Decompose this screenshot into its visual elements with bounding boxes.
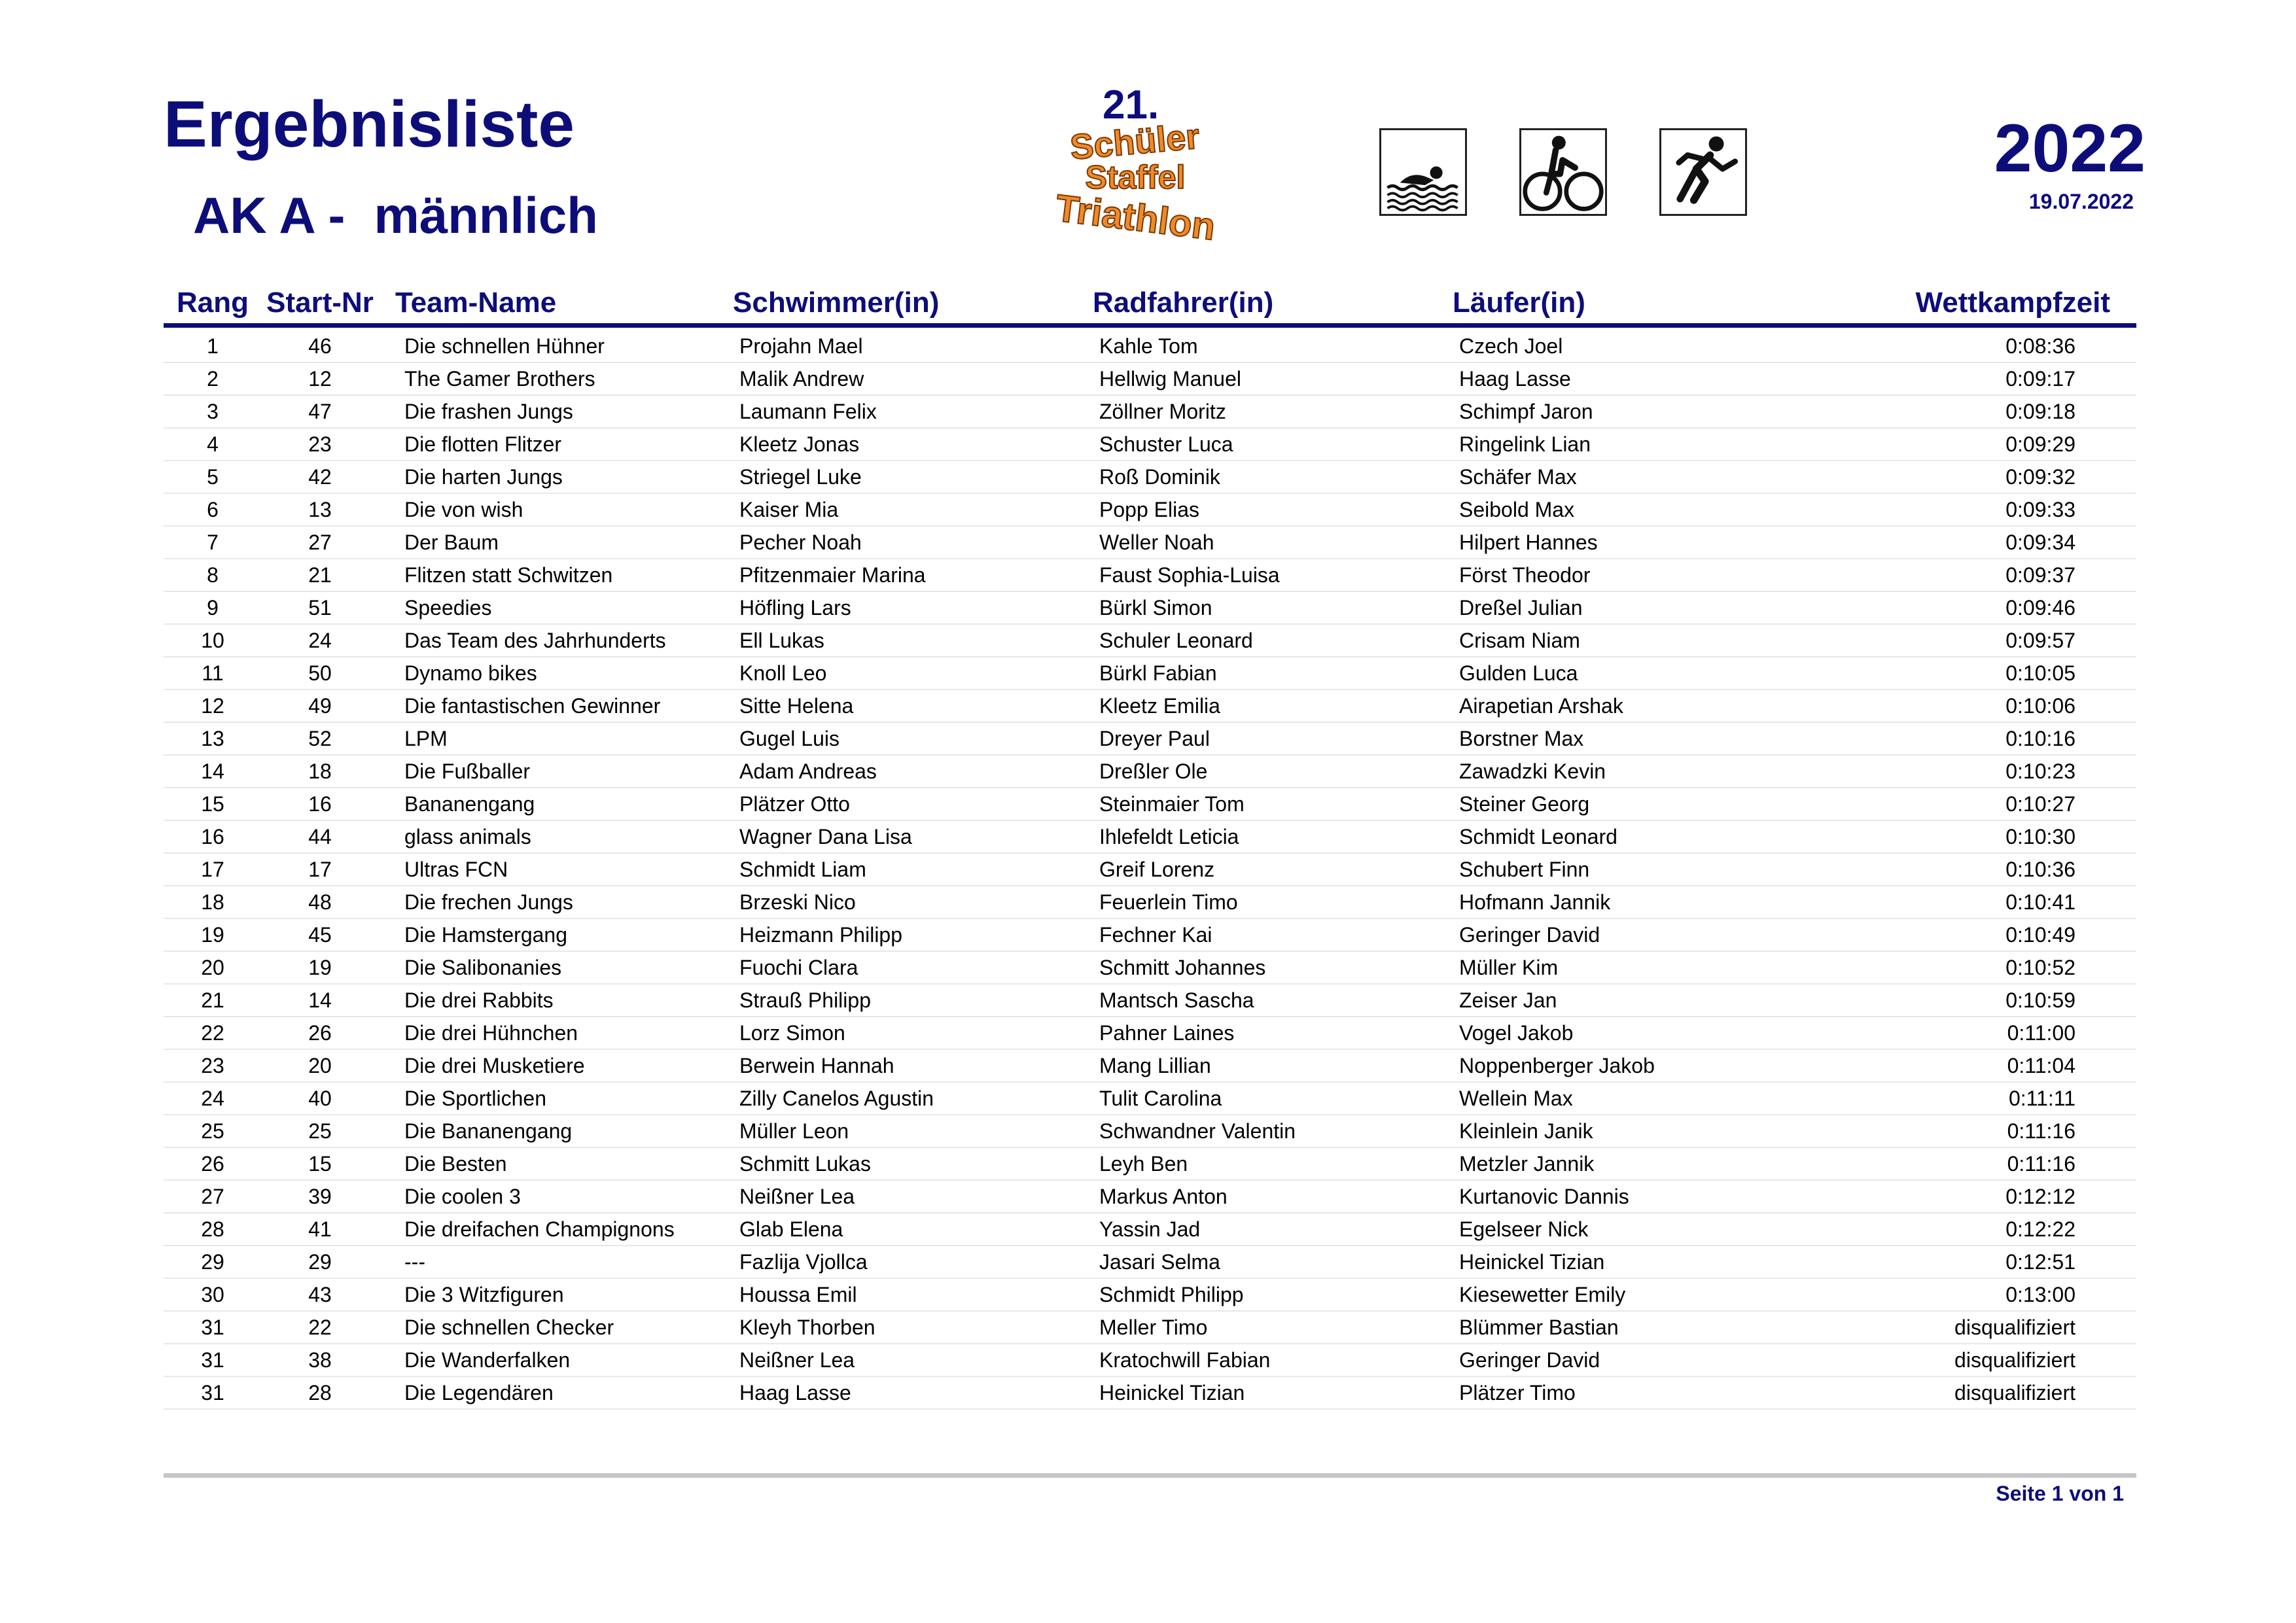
cell-team-name: Bananengang [378,788,733,820]
column-header-cyclist: Radfahrer(in) [1093,281,1453,326]
cell-cyclist: Bürkl Fabian [1093,657,1453,689]
cell-race-time: 0:09:57 [1812,624,2136,657]
table-row [164,1344,2136,1376]
cell-runner: Schäfer Max [1453,461,1812,493]
cell-rank: 17 [164,853,262,886]
cell-runner: Kleinlein Janik [1453,1115,1812,1147]
cell-cyclist: Schwandner Valentin [1093,1115,1453,1147]
cell-rank: 19 [164,918,262,951]
cell-start-number: 19 [262,951,378,984]
cell-runner: Dreßel Julian [1453,591,1812,624]
cell-start-number: 18 [262,755,378,788]
cell-cyclist: Schuler Leonard [1093,624,1453,657]
cell-rank: 18 [164,886,262,918]
cell-swimmer: Plätzer Otto [733,788,1093,820]
cell-runner: Seibold Max [1453,493,1812,526]
table-row [164,362,2136,395]
cell-team-name: Das Team des Jahrhunderts [378,624,733,657]
cell-start-number: 23 [262,428,378,461]
running-icon [1659,128,1747,216]
cell-team-name: Flitzen statt Schwitzen [378,559,733,591]
cell-rank: 6 [164,493,262,526]
cell-start-number: 13 [262,493,378,526]
cell-rank: 11 [164,657,262,689]
footer-divider [164,1473,2136,1478]
table-row [164,1246,2136,1278]
cell-race-time: 0:10:30 [1812,820,2136,853]
cell-swimmer: Pecher Noah [733,526,1093,559]
cell-cyclist: Ihlefeldt Leticia [1093,820,1453,853]
cell-team-name: LPM [378,722,733,755]
cell-cyclist: Leyh Ben [1093,1147,1453,1180]
cell-team-name: Die Besten [378,1147,733,1180]
cell-team-name: Die drei Rabbits [378,984,733,1017]
cell-cyclist: Tulit Carolina [1093,1082,1453,1115]
cell-swimmer: Kleetz Jonas [733,428,1093,461]
cell-cyclist: Mantsch Sascha [1093,984,1453,1017]
cell-race-time: 0:11:11 [1812,1082,2136,1115]
cell-rank: 7 [164,526,262,559]
cell-start-number: 49 [262,689,378,722]
table-row [164,918,2136,951]
cell-rank: 23 [164,1049,262,1082]
table-row [164,428,2136,461]
cell-runner: Hilpert Hannes [1453,526,1812,559]
cell-race-time: 0:09:33 [1812,493,2136,526]
cell-team-name: The Gamer Brothers [378,362,733,395]
cell-rank: 15 [164,788,262,820]
cell-swimmer: Houssa Emil [733,1278,1093,1311]
cell-team-name: glass animals [378,820,733,853]
table-row [164,1147,2136,1180]
cell-rank: 20 [164,951,262,984]
cell-runner: Geringer David [1453,918,1812,951]
cell-race-time: 0:10:27 [1812,788,2136,820]
cell-cyclist: Greif Lorenz [1093,853,1453,886]
results-body [164,326,2136,1410]
gender-label: männlich [374,186,598,244]
table-row [164,1180,2136,1213]
cell-runner: Kiesewetter Emily [1453,1278,1812,1311]
cell-race-time: 0:11:16 [1812,1115,2136,1147]
cell-rank: 1 [164,326,262,363]
cell-cyclist: Popp Elias [1093,493,1453,526]
age-category-label: AK A - [193,186,345,244]
cell-cyclist: Dreßler Ole [1093,755,1453,788]
cell-cyclist: Schmitt Johannes [1093,951,1453,984]
cell-race-time: 0:09:34 [1812,526,2136,559]
results-table [164,281,2136,1410]
cell-start-number: 25 [262,1115,378,1147]
cell-team-name: Die Bananengang [378,1115,733,1147]
cell-team-name: Die schnellen Checker [378,1311,733,1344]
event-logo [1011,82,1260,249]
cell-rank: 22 [164,1017,262,1049]
table-row [164,820,2136,853]
cell-swimmer: Pfitzenmaier Marina [733,559,1093,591]
table-row [164,722,2136,755]
cell-cyclist: Roß Dominik [1093,461,1453,493]
cell-rank: 30 [164,1278,262,1311]
cell-cyclist: Zöllner Moritz [1093,395,1453,428]
cell-start-number: 41 [262,1213,378,1246]
table-row [164,395,2136,428]
cell-cyclist: Hellwig Manuel [1093,362,1453,395]
cell-race-time: 0:12:51 [1812,1246,2136,1278]
cell-team-name: Die schnellen Hühner [378,326,733,363]
cell-team-name: Speedies [378,591,733,624]
cell-swimmer: Gugel Luis [733,722,1093,755]
cell-rank: 8 [164,559,262,591]
cell-race-time: 0:11:16 [1812,1147,2136,1180]
table-row [164,591,2136,624]
cell-race-time: 0:09:37 [1812,559,2136,591]
table-row [164,1115,2136,1147]
table-row [164,559,2136,591]
table-row [164,755,2136,788]
cell-race-time: 0:11:04 [1812,1049,2136,1082]
cell-runner: Schmidt Leonard [1453,820,1812,853]
cell-start-number: 14 [262,984,378,1017]
cell-cyclist: Feuerlein Timo [1093,886,1453,918]
cell-start-number: 44 [262,820,378,853]
age-category [193,186,598,244]
cell-runner: Hofmann Jannik [1453,886,1812,918]
cell-swimmer: Ell Lukas [733,624,1093,657]
cell-swimmer: Brzeski Nico [733,886,1093,918]
table-row [164,1049,2136,1082]
cell-rank: 13 [164,722,262,755]
cell-cyclist: Yassin Jad [1093,1213,1453,1246]
table-row [164,624,2136,657]
column-header-start-number: Start-Nr [262,281,378,326]
logo-text-line-1: Schüler [1069,116,1201,167]
cell-cyclist: Markus Anton [1093,1180,1453,1213]
cell-runner: Czech Joel [1453,326,1812,363]
cell-team-name: Die fantastischen Gewinner [378,689,733,722]
cell-team-name: Die Legendären [378,1376,733,1409]
cell-race-time: 0:10:49 [1812,918,2136,951]
cell-cyclist: Meller Timo [1093,1311,1453,1344]
cell-runner: Crisam Niam [1453,624,1812,657]
cell-rank: 31 [164,1376,262,1409]
cell-swimmer: Haag Lasse [733,1376,1093,1409]
table-row [164,853,2136,886]
cell-cyclist: Steinmaier Tom [1093,788,1453,820]
logo-text-line-2: Staffel [1085,159,1186,196]
cell-runner: Schimpf Jaron [1453,395,1812,428]
table-row [164,461,2136,493]
table-row [164,984,2136,1017]
cell-race-time: 0:10:23 [1812,755,2136,788]
cell-runner: Zawadzki Kevin [1453,755,1812,788]
cell-start-number: 22 [262,1311,378,1344]
cell-start-number: 43 [262,1278,378,1311]
table-row [164,493,2136,526]
cell-runner: Ringelink Lian [1453,428,1812,461]
table-row [164,526,2136,559]
cell-race-time: 0:11:00 [1812,1017,2136,1049]
cell-cyclist: Faust Sophia-Luisa [1093,559,1453,591]
cell-race-time: disqualifiziert [1812,1376,2136,1409]
cell-race-time: 0:09:32 [1812,461,2136,493]
cell-race-time: 0:09:17 [1812,362,2136,395]
cell-runner: Geringer David [1453,1344,1812,1376]
cell-team-name: Die harten Jungs [378,461,733,493]
column-header-swimmer: Schwimmer(in) [733,281,1093,326]
cell-swimmer: Fuochi Clara [733,951,1093,984]
cell-start-number: 42 [262,461,378,493]
cell-start-number: 24 [262,624,378,657]
cell-swimmer: Projahn Mael [733,326,1093,363]
cell-start-number: 17 [262,853,378,886]
cell-runner: Metzler Jannik [1453,1147,1812,1180]
cell-cyclist: Jasari Selma [1093,1246,1453,1278]
cell-runner: Plätzer Timo [1453,1376,1812,1409]
cell-runner: Wellein Max [1453,1082,1812,1115]
cell-race-time: 0:09:46 [1812,591,2136,624]
cell-swimmer: Laumann Felix [733,395,1093,428]
cell-start-number: 47 [262,395,378,428]
cell-swimmer: Fazlija Vjollca [733,1246,1093,1278]
cell-rank: 29 [164,1246,262,1278]
column-header-team-name: Team-Name [378,281,733,326]
cell-rank: 27 [164,1180,262,1213]
page-number: Seite 1 von 1 [1996,1482,2124,1505]
cell-team-name: Die Salibonanies [378,951,733,984]
cell-rank: 25 [164,1115,262,1147]
cell-runner: Blümmer Bastian [1453,1311,1812,1344]
table-row [164,788,2136,820]
cell-start-number: 51 [262,591,378,624]
cell-rank: 31 [164,1344,262,1376]
cell-runner: Egelseer Nick [1453,1213,1812,1246]
cell-runner: Vogel Jakob [1453,1017,1812,1049]
cell-rank: 4 [164,428,262,461]
table-row [164,326,2136,363]
cell-cyclist: Heinickel Tizian [1093,1376,1453,1409]
cell-team-name: Die coolen 3 [378,1180,733,1213]
logo-text-line-3: Triathlon [1053,186,1218,249]
cell-cyclist: Kratochwill Fabian [1093,1344,1453,1376]
cell-race-time: 0:12:12 [1812,1180,2136,1213]
cell-cyclist: Pahner Laines [1093,1017,1453,1049]
cell-cyclist: Mang Lillian [1093,1049,1453,1082]
event-year: 2022 [1994,111,2146,186]
table-row [164,1311,2136,1344]
cell-cyclist: Dreyer Paul [1093,722,1453,755]
cell-start-number: 26 [262,1017,378,1049]
table-header-row [164,281,2136,326]
cell-start-number: 15 [262,1147,378,1180]
cell-rank: 12 [164,689,262,722]
cell-swimmer: Neißner Lea [733,1344,1093,1376]
cell-race-time: 0:08:36 [1812,326,2136,363]
cell-runner: Heinickel Tizian [1453,1246,1812,1278]
cell-cyclist: Kahle Tom [1093,326,1453,363]
cell-swimmer: Schmitt Lukas [733,1147,1093,1180]
cell-race-time: disqualifiziert [1812,1311,2136,1344]
cell-start-number: 21 [262,559,378,591]
cell-runner: Kurtanovic Dannis [1453,1180,1812,1213]
cell-swimmer: Knoll Leo [733,657,1093,689]
cell-swimmer: Wagner Dana Lisa [733,820,1093,853]
cell-runner: Airapetian Arshak [1453,689,1812,722]
cell-swimmer: Glab Elena [733,1213,1093,1246]
cell-swimmer: Heizmann Philipp [733,918,1093,951]
cell-swimmer: Sitte Helena [733,689,1093,722]
cell-race-time: 0:10:41 [1812,886,2136,918]
cell-start-number: 27 [262,526,378,559]
cell-team-name: Die Sportlichen [378,1082,733,1115]
cell-race-time: 0:10:05 [1812,657,2136,689]
cell-team-name: Die frashen Jungs [378,395,733,428]
cell-team-name: Die Hamstergang [378,918,733,951]
cell-race-time: 0:10:36 [1812,853,2136,886]
cell-runner: Noppenberger Jakob [1453,1049,1812,1082]
cell-swimmer: Striegel Luke [733,461,1093,493]
cell-team-name: Die frechen Jungs [378,886,733,918]
cell-runner: Gulden Luca [1453,657,1812,689]
cell-start-number: 48 [262,886,378,918]
cell-team-name: Die Wanderfalken [378,1344,733,1376]
cell-start-number: 52 [262,722,378,755]
cell-race-time: 0:13:00 [1812,1278,2136,1311]
page-title: Ergebnisliste [164,88,574,161]
cell-swimmer: Müller Leon [733,1115,1093,1147]
cell-cyclist: Schmidt Philipp [1093,1278,1453,1311]
cell-swimmer: Berwein Hannah [733,1049,1093,1082]
cell-swimmer: Adam Andreas [733,755,1093,788]
cell-start-number: 45 [262,918,378,951]
cell-runner: Müller Kim [1453,951,1812,984]
cell-swimmer: Lorz Simon [733,1017,1093,1049]
cell-runner: Zeiser Jan [1453,984,1812,1017]
cell-race-time: disqualifiziert [1812,1344,2136,1376]
cell-cyclist: Kleetz Emilia [1093,689,1453,722]
column-header-race-time: Wettkampfzeit [1812,281,2136,326]
cell-swimmer: Schmidt Liam [733,853,1093,886]
cell-swimmer: Strauß Philipp [733,984,1093,1017]
cell-rank: 21 [164,984,262,1017]
table-row [164,1376,2136,1409]
cell-swimmer: Neißner Lea [733,1180,1093,1213]
cell-race-time: 0:12:22 [1812,1213,2136,1246]
cell-swimmer: Kleyh Thorben [733,1311,1093,1344]
cell-start-number: 29 [262,1246,378,1278]
cell-rank: 28 [164,1213,262,1246]
cell-start-number: 12 [262,362,378,395]
event-date: 19.07.2022 [2028,190,2134,213]
cell-team-name: Die drei Musketiere [378,1049,733,1082]
cell-rank: 14 [164,755,262,788]
cell-team-name: Die flotten Flitzer [378,428,733,461]
table-row [164,1082,2136,1115]
cell-team-name: Die drei Hühnchen [378,1017,733,1049]
column-header-rank: Rang [164,281,262,326]
cell-team-name: Die von wish [378,493,733,526]
cell-rank: 10 [164,624,262,657]
cell-rank: 24 [164,1082,262,1115]
cell-swimmer: Höfling Lars [733,591,1093,624]
cell-swimmer: Zilly Canelos Agustin [733,1082,1093,1115]
cell-start-number: 38 [262,1344,378,1376]
cell-start-number: 46 [262,326,378,363]
swimming-icon [1379,128,1467,216]
cell-rank: 31 [164,1311,262,1344]
cell-start-number: 28 [262,1376,378,1409]
cell-start-number: 16 [262,788,378,820]
cell-race-time: 0:10:06 [1812,689,2136,722]
cell-team-name: --- [378,1246,733,1278]
cell-runner: Först Theodor [1453,559,1812,591]
cell-runner: Steiner Georg [1453,788,1812,820]
cell-race-time: 0:10:52 [1812,951,2136,984]
cell-rank: 5 [164,461,262,493]
cell-cyclist: Schuster Luca [1093,428,1453,461]
cell-cyclist: Bürkl Simon [1093,591,1453,624]
cell-rank: 3 [164,395,262,428]
column-header-runner: Läufer(in) [1453,281,1812,326]
cell-rank: 26 [164,1147,262,1180]
cell-swimmer: Malik Andrew [733,362,1093,395]
cell-runner: Borstner Max [1453,722,1812,755]
table-row [164,1278,2136,1311]
table-row [164,886,2136,918]
cell-team-name: Dynamo bikes [378,657,733,689]
cell-rank: 16 [164,820,262,853]
cell-runner: Haag Lasse [1453,362,1812,395]
table-row [164,1017,2136,1049]
table-row [164,1213,2136,1246]
cell-runner: Schubert Finn [1453,853,1812,886]
table-row [164,689,2136,722]
cell-race-time: 0:10:16 [1812,722,2136,755]
cell-rank: 9 [164,591,262,624]
cell-start-number: 50 [262,657,378,689]
cell-race-time: 0:10:59 [1812,984,2136,1017]
cell-team-name: Der Baum [378,526,733,559]
cell-rank: 2 [164,362,262,395]
table-row [164,657,2136,689]
cell-race-time: 0:09:18 [1812,395,2136,428]
cell-start-number: 20 [262,1049,378,1082]
logo-edition: 21. [1103,82,1159,128]
cell-team-name: Die 3 Witzfiguren [378,1278,733,1311]
cell-team-name: Die Fußballer [378,755,733,788]
cell-swimmer: Kaiser Mia [733,493,1093,526]
cell-team-name: Ultras FCN [378,853,733,886]
cell-cyclist: Fechner Kai [1093,918,1453,951]
cell-cyclist: Weller Noah [1093,526,1453,559]
cell-team-name: Die dreifachen Champignons [378,1213,733,1246]
cell-start-number: 39 [262,1180,378,1213]
cell-start-number: 40 [262,1082,378,1115]
table-row [164,951,2136,984]
cell-race-time: 0:09:29 [1812,428,2136,461]
cycling-icon [1519,128,1607,216]
